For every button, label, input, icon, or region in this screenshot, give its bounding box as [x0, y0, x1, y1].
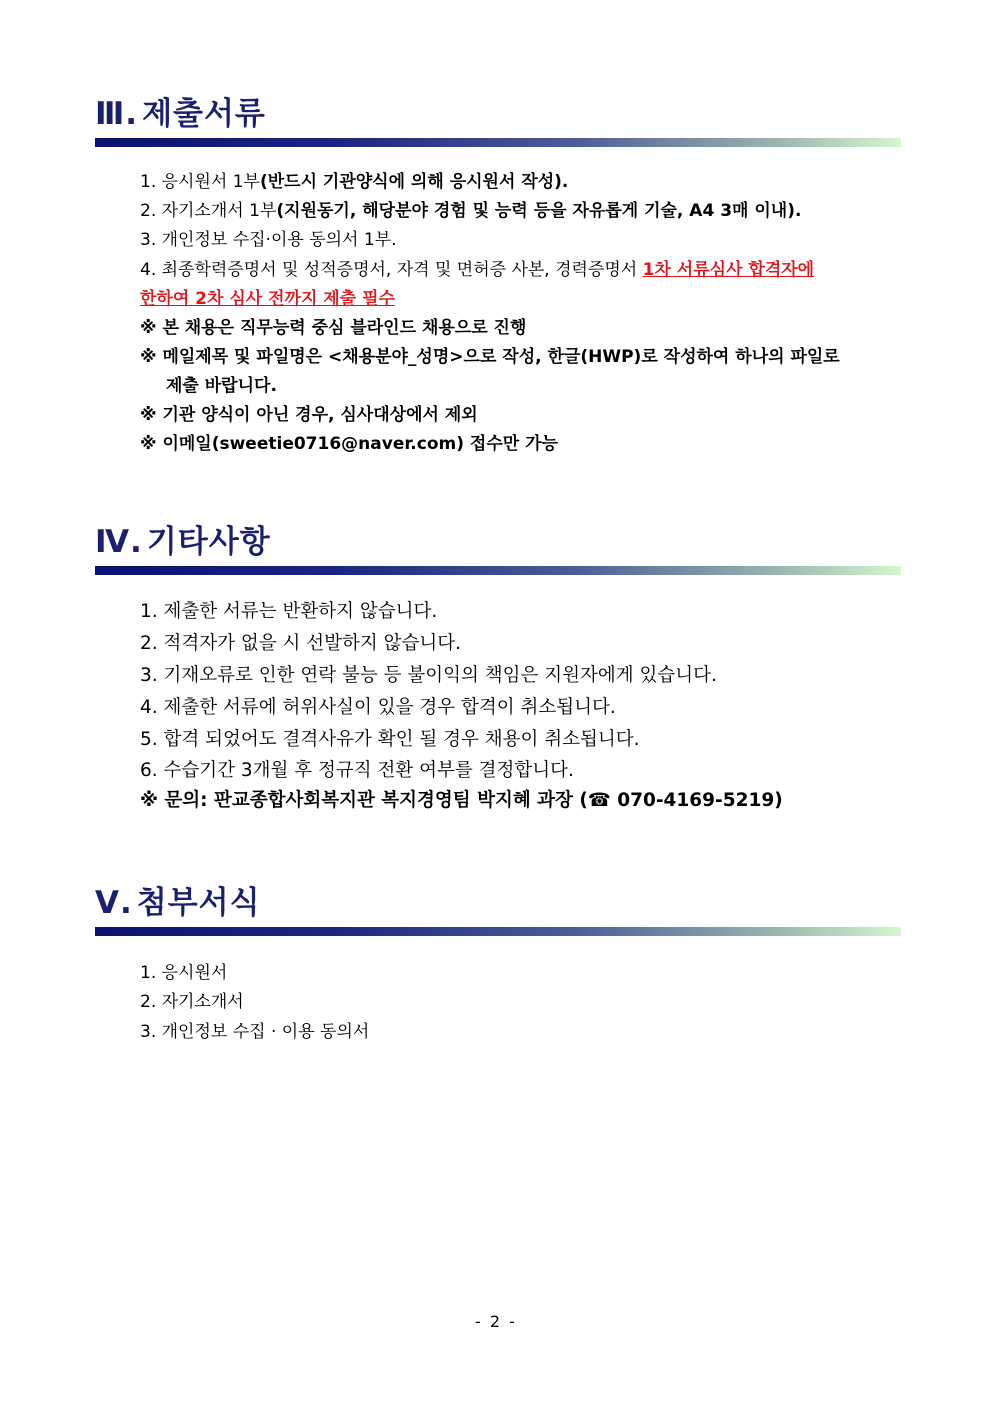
- note-item: ※ 메일제목 및 파일명은 <채용분야_성명>으로 작성, 한글(HWP)로 작성하여 하나의 파일로: [140, 347, 840, 367]
- list-item: 1. 응시원서: [140, 963, 228, 983]
- contact-info: ※ 문의: 판교종합사회복지관 복지경영팀 박지혜 과장 (☎ 070-4169-5219): [140, 790, 783, 811]
- list-item: 5. 합격 되었어도 결격사유가 확인 될 경우 채용이 취소됩니다.: [140, 729, 640, 750]
- note-item: ※ 이메일(sweetie0716@naver.com) 접수만 가능: [140, 434, 558, 454]
- section-5-header: [95, 881, 901, 936]
- list-item: 4. 제출한 서류에 허위사실이 있을 경우 합격이 취소됩니다.: [140, 697, 616, 718]
- list-item: 3. 개인정보 수집·이용 동의서 1부.: [140, 230, 397, 250]
- list-item: 2. 자기소개서 1부(지원동기, 해당분야 경험 및 능력 등을 자유롭게 기술, A4 3매 이내).: [140, 201, 802, 221]
- section-3-divider: [95, 138, 901, 147]
- list-item: 1. 응시원서 1부(반드시 기관양식에 의해 응시원서 작성).: [140, 172, 569, 192]
- list-item: 6. 수습기간 3개월 후 정규직 전환 여부를 결정합니다.: [140, 760, 574, 781]
- list-item: 4. 최종학력증명서 및 성적증명서, 자격 및 면허증 사본, 경력증명서 1차 서류심사 합격자에: [140, 260, 815, 280]
- section-5-divider: [95, 927, 901, 936]
- page-number: - 2 -: [475, 1312, 517, 1331]
- note-item-continued: 제출 바랍니다.: [166, 376, 277, 396]
- list-item: 3. 개인정보 수집 · 이용 동의서: [140, 1022, 370, 1042]
- note-item: ※ 본 채용은 직무능력 중심 블라인드 채용으로 진행: [140, 318, 527, 338]
- section-4-header: [95, 520, 901, 575]
- section-3-header: [95, 92, 901, 147]
- section-4-title: Ⅳ. 기타사항: [95, 524, 271, 560]
- list-item-continued: [140, 287, 395, 311]
- section-3-title: Ⅲ. 제출서류: [95, 96, 266, 132]
- section-4-divider: [95, 566, 901, 575]
- list-item: 3. 기재오류로 인한 연락 불능 등 불이익의 책임은 지원자에게 있습니다.: [140, 665, 717, 686]
- required-notice: 한하여 2차 심사 전까지 제출 필수: [140, 289, 395, 309]
- list-item: 1. 제출한 서류는 반환하지 않습니다.: [140, 601, 438, 622]
- note-item: ※ 기관 양식이 아닌 경우, 심사대상에서 제외: [140, 405, 478, 425]
- required-notice: 1차 서류심사 합격자에: [642, 260, 815, 280]
- section-5-title: Ⅴ. 첨부서식: [95, 885, 261, 921]
- list-item: 2. 자기소개서: [140, 992, 244, 1012]
- list-item: 2. 적격자가 없을 시 선발하지 않습니다.: [140, 633, 462, 654]
